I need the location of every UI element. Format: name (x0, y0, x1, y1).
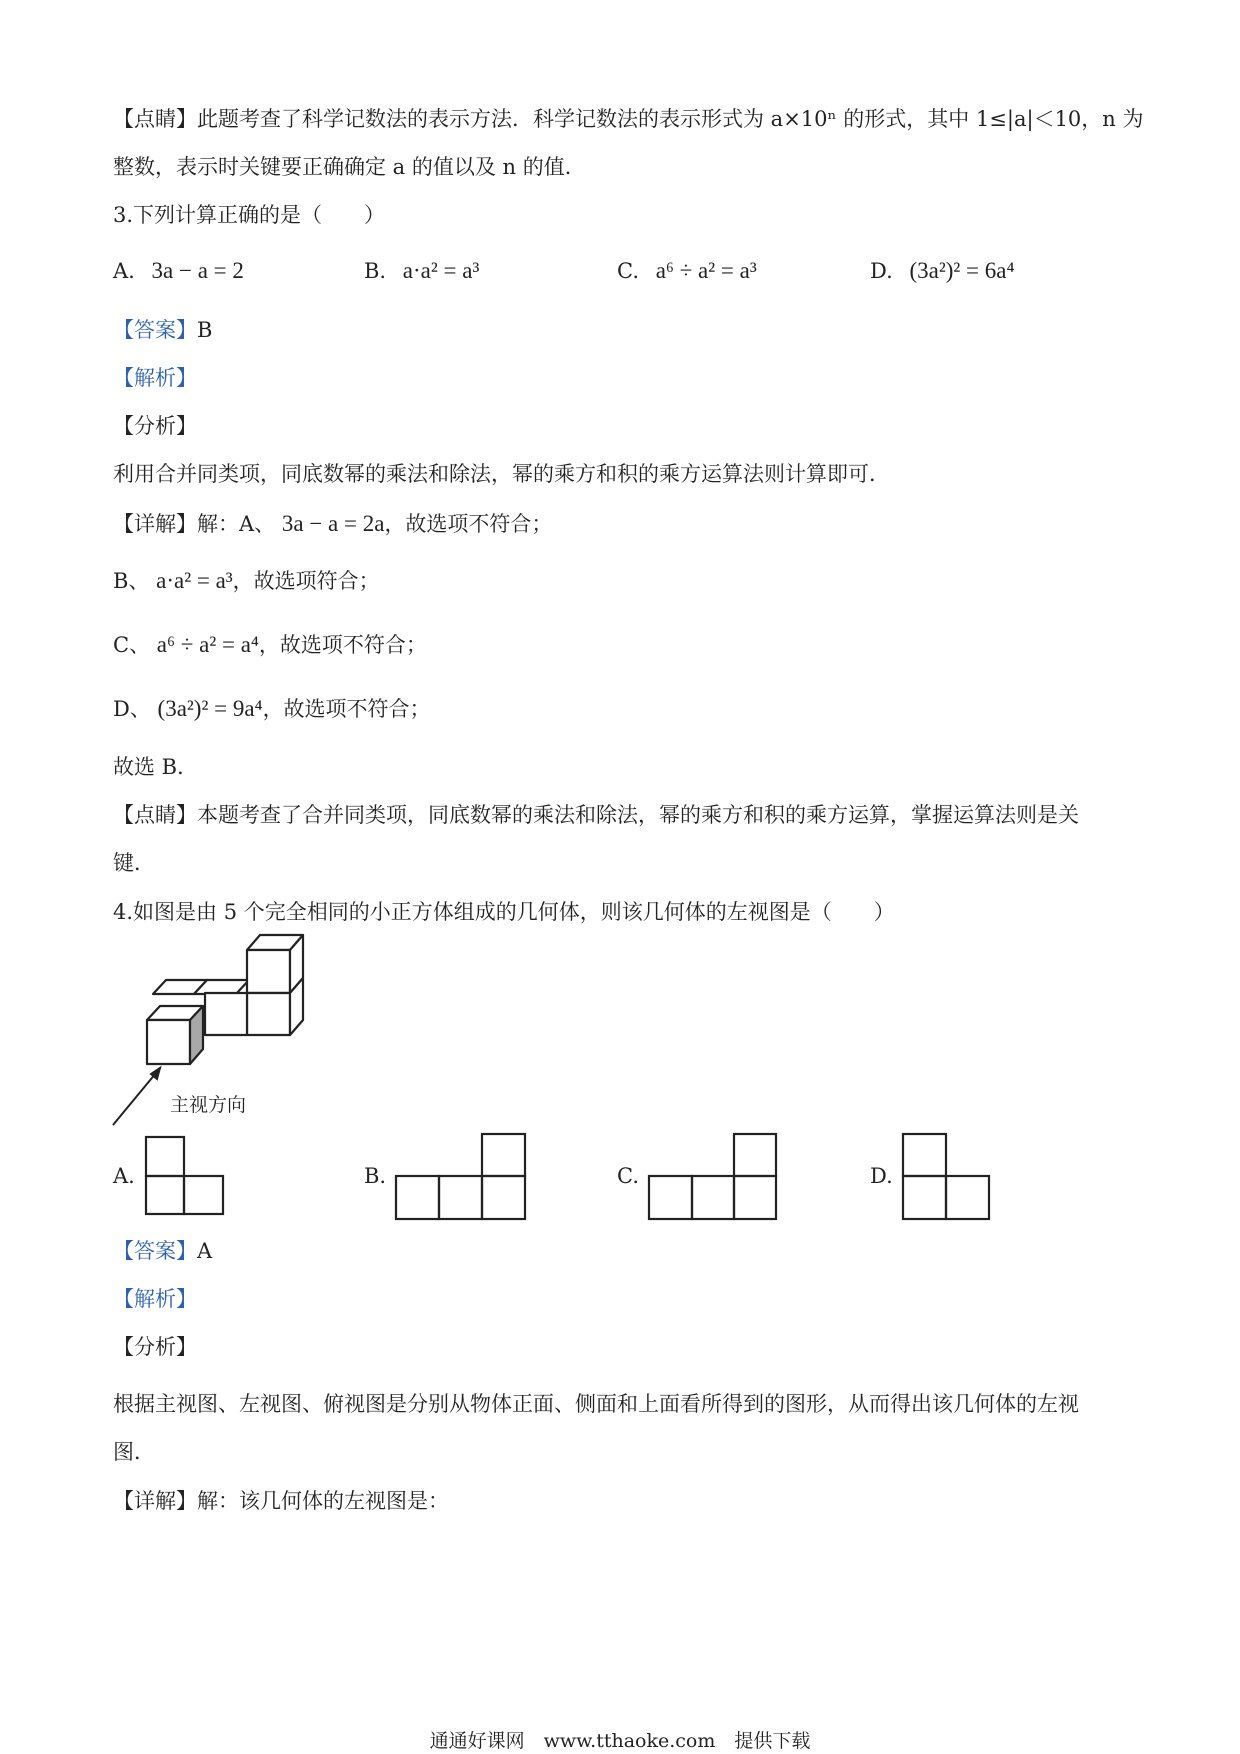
q3-detail-a-tail: ，故选项不符合； (384, 512, 553, 536)
q3-detail-tag: 【详解】解： (113, 512, 239, 536)
q3-fenxi-text: 利用合并同类项，同底数幂的乘法和除法，幂的乘方和积的乘方运算法则计算即可． (113, 462, 890, 486)
q4-stem: 4.如图是由 5 个完全相同的小正方体组成的几何体，则该几何体的左视图是（ ） (113, 900, 895, 924)
q3-detail-c-tail: ，故选项不符合； (258, 633, 427, 657)
q2-note-line2: 整数，表示时关键要正确确定 a 的值以及 n 的值． (113, 155, 586, 179)
page-footer: 通通好课网 www.tthaoke.com 提供下载 (429, 1730, 811, 1752)
q4-fenxi-line2: 图． (113, 1440, 155, 1464)
q3-option-d-expr: (3a²)² = 6a⁴ (909, 258, 1015, 283)
q3-note-line1: 【点睛】本题考查了合并同类项，同底数幂的乘法和除法，幂的乘方和积的乘方运算，掌握运算法则是关 (113, 803, 1079, 827)
q3-detail-a-prefix: A、 (239, 512, 276, 536)
q4-option-a-view (146, 1137, 223, 1214)
q3-detail-b-tail: ，故选项符合； (232, 569, 380, 593)
q4-option-a-letter: A. (113, 1164, 135, 1188)
view-direction-label: 主视方向 (170, 1094, 247, 1116)
q3-option-c-letter: C. (617, 259, 639, 283)
q3-detail-d-tail: ，故选项不符合； (262, 697, 431, 721)
q3-option-b-expr: a·a² = a³ (402, 258, 480, 283)
q4-detail: 【详解】解：该几何体的左视图是： (113, 1489, 449, 1513)
q4-answer (113, 1236, 212, 1266)
q3-option-a-expr: 3a − a = 2 (151, 258, 244, 283)
q3-analysis-tag: 【解析】 (113, 366, 197, 390)
q4-analysis-tag: 【解析】 (113, 1287, 197, 1311)
q4-option-d-view (903, 1134, 989, 1219)
q4-fenxi-line1: 根据主视图、左视图、俯视图是分别从物体正面、侧面和上面看所得到的图形，从而得出该几何体的左视 (113, 1392, 1079, 1416)
q3-option-c-expr: a⁶ ÷ a² = a³ (655, 258, 757, 283)
q3-detail-b-expr: a·a² = a³ (156, 568, 233, 593)
q3-option-a-letter: A. (113, 259, 135, 283)
q2-note-line1: 【点睛】此题考查了科学记数法的表示方法．科学记数法的表示形式为 a×10ⁿ 的形式，其中 1≤|a|＜10，n 为 (113, 107, 1144, 131)
q3-detail-d-expr: (3a²)² = 9a⁴ (157, 696, 263, 721)
q4-answer-value: A (197, 1239, 213, 1263)
q3-option-b-letter: B. (364, 259, 387, 283)
q4-option-b-view (396, 1134, 525, 1219)
q4-option-b-letter: B. (364, 1164, 387, 1188)
q3-detail-a-expr: 3a − a = 2a (281, 511, 385, 536)
q4-option-c-letter: C. (617, 1164, 639, 1188)
q3-detail-c-prefix: C、 (113, 633, 151, 657)
q3-note-line2: 键． (113, 851, 155, 875)
q4-fenxi-tag: 【分析】 (113, 1335, 197, 1359)
q4-option-c-view (649, 1134, 776, 1219)
q3-detail-c-expr: a⁶ ÷ a² = a⁴ (156, 632, 259, 657)
q3-answer-tag: 【答案】 (113, 318, 197, 342)
q4-option-d-letter: D. (870, 1164, 893, 1188)
q3-detail-d-prefix: D、 (113, 697, 151, 721)
q3-option-d-letter: D. (870, 259, 893, 283)
q3-answer-value: B (197, 318, 213, 342)
q3-fenxi-tag: 【分析】 (113, 414, 197, 438)
q3-stem: 3.下列计算正确的是（ ） (113, 203, 386, 227)
q3-conclusion: 故选 B． (113, 755, 199, 779)
q4-answer-tag: 【答案】 (113, 1239, 197, 1263)
q3-detail-b-prefix: B、 (113, 569, 150, 593)
